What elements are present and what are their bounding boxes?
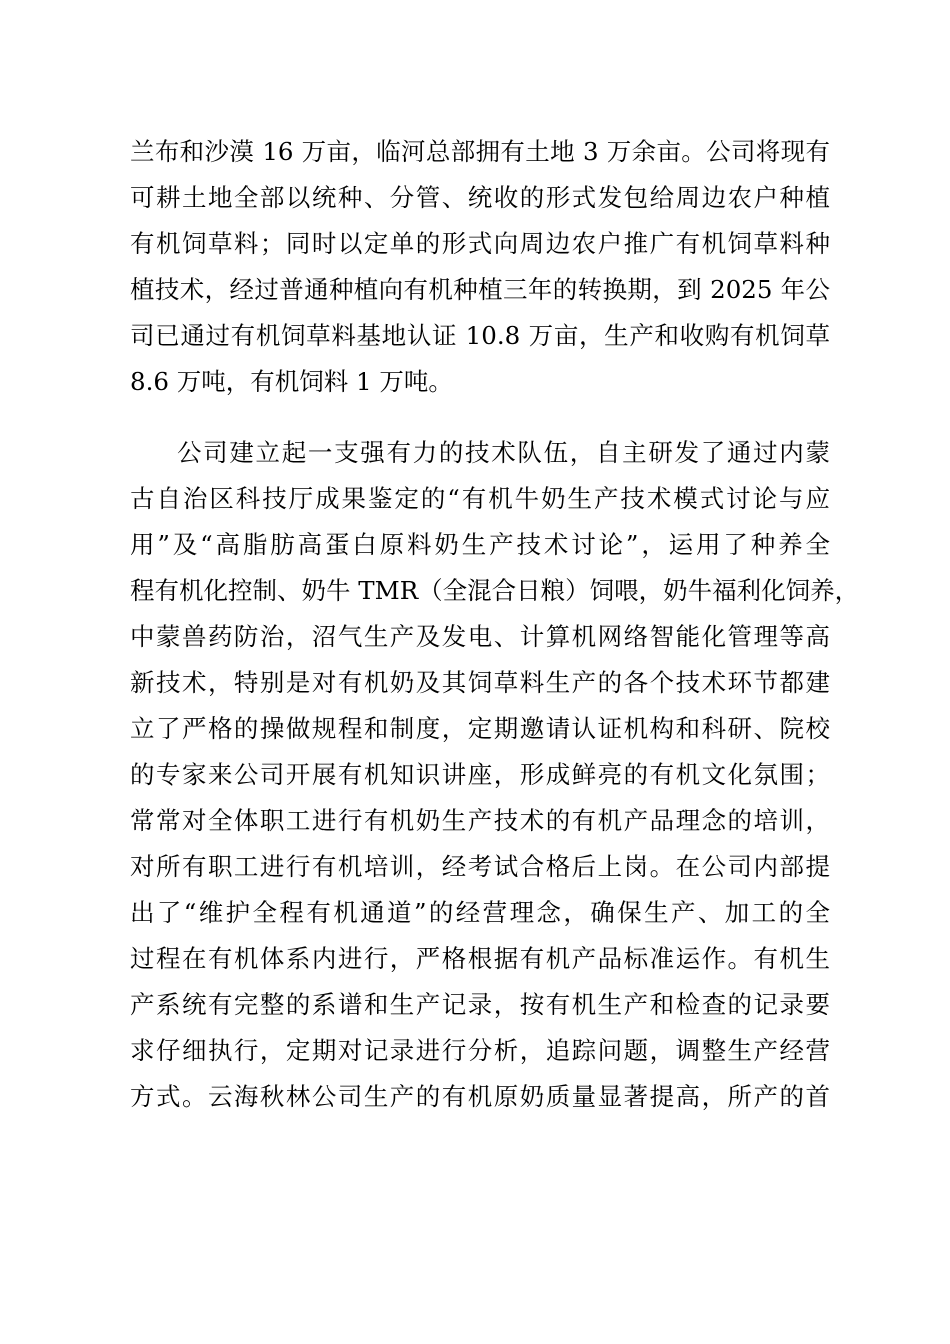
paragraph-2-line-9: 常常对全体职工进行有机奶生产技术的有机产品理念的培训， bbox=[130, 806, 830, 835]
paragraph-1-line-4: 植技术，经过普通种植向有机种植三年的转换期，到 2025 年公 bbox=[130, 275, 830, 304]
paragraph-2-line-13: 产系统有完整的系谱和生产记录，按有机生产和检查的记录要 bbox=[130, 990, 830, 1019]
paragraph-2-line-2: 古自治区科技厅成果鉴定的“有机牛奶生产技术模式讨论与应 bbox=[130, 484, 830, 513]
paragraph-1-line-2: 可耕土地全部以统种、分管、统收的形式发包给周边农户种植 bbox=[130, 183, 830, 212]
paragraph-1-line-1: 兰布和沙漠 16 万亩，临河总部拥有土地 3 万余亩。公司将现有 bbox=[130, 137, 830, 166]
paragraph-2-line-1: 公司建立起一支强有力的技术队伍，自主研发了通过内蒙 bbox=[177, 438, 830, 467]
paragraph-2-line-10: 对所有职工进行有机培训，经考试合格后上岗。在公司内部提 bbox=[130, 852, 830, 881]
paragraph-2-line-6: 新技术，特别是对有机奶及其饲草料生产的各个技术环节都建 bbox=[130, 668, 830, 697]
paragraph-1-line-6: 8.6 万吨，有机饲料 1 万吨。 bbox=[130, 367, 453, 396]
paragraph-2-line-4: 程有机化控制、奶牛 TMR（全混合日粮）饲喂，奶牛福利化饲养， bbox=[130, 576, 860, 605]
paragraph-2-line-5: 中蒙兽药防治，沼气生产及发电、计算机网络智能化管理等高 bbox=[130, 622, 830, 651]
paragraph-2-line-11: 出了“维护全程有机通道”的经营理念，确保生产、加工的全 bbox=[130, 898, 830, 927]
paragraph-1-line-5: 司已通过有机饲草料基地认证 10.8 万亩，生产和收购有机饲草 bbox=[130, 321, 830, 350]
paragraph-2-line-8: 的专家来公司开展有机知识讲座，形成鲜亮的有机文化氛围； bbox=[130, 760, 830, 789]
paragraph-1-line-3: 有机饲草料；同时以定单的形式向周边农户推广有机饲草料种 bbox=[130, 229, 830, 258]
paragraph-2-line-15: 方式。云海秋林公司生产的有机原奶质量显著提高，所产的首 bbox=[130, 1082, 830, 1111]
paragraph-2-line-3: 用”及“高脂肪高蛋白原料奶生产技术讨论”，运用了种养全 bbox=[130, 530, 830, 559]
paragraph-2-line-12: 过程在有机体系内进行，严格根据有机产品标准运作。有机生 bbox=[130, 944, 830, 973]
paragraph-2-line-14: 求仔细执行，定期对记录进行分析，追踪问题，调整生产经营 bbox=[130, 1036, 830, 1065]
paragraph-2-line-7: 立了严格的操做规程和制度，定期邀请认证机构和科研、院校 bbox=[130, 714, 830, 743]
